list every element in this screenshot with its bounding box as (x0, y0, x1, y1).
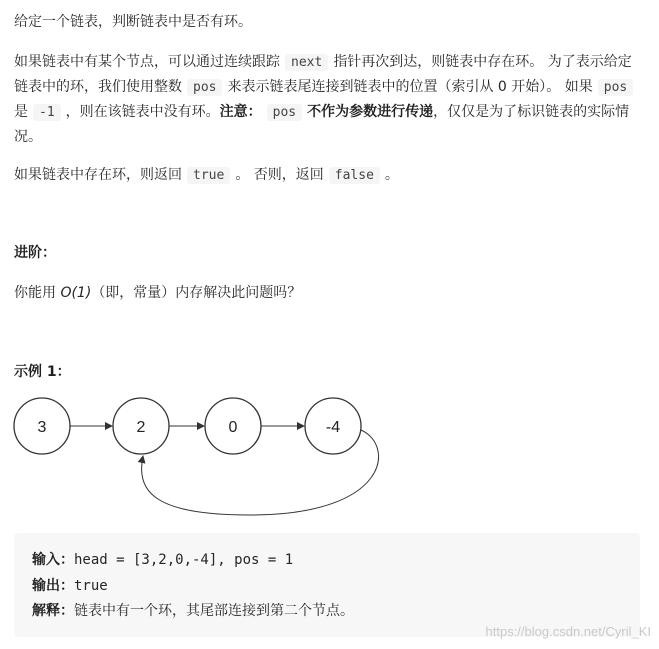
linked-list-diagram (0, 390, 400, 525)
watermark: https://blog.csdn.net/Cyril_KI (485, 624, 651, 639)
code-true: true (187, 167, 230, 184)
complexity: O(1) (60, 285, 92, 301)
code-pos: pos (598, 79, 633, 96)
note-bold-text: 不作为参数进行传递 (307, 104, 434, 120)
node-label: 0 (228, 419, 238, 436)
example-block (14, 533, 640, 637)
code-false: false (329, 167, 380, 184)
advanced-title: 进阶： (14, 245, 56, 261)
example-output: 输出：true (32, 578, 108, 594)
node-label: -4 (325, 419, 341, 436)
code-minus-one: -1 (33, 104, 61, 121)
node-label: 2 (136, 419, 146, 436)
advanced-text: 你能用 O(1)（即，常量）内存解决此问题吗？ (14, 285, 302, 301)
example-input: 输入：head = [3,2,0,-4], pos = 1 (32, 552, 294, 568)
code-pos: pos (187, 79, 222, 96)
example-title: 示例 1： (14, 364, 71, 380)
return-paragraph: 如果链表中存在环，则返回 true 。 否则，返回 false 。 (14, 167, 399, 183)
example-explanation: 解释：链表中有一个环，其尾部连接到第二个节点。 (32, 603, 354, 619)
code-pos: pos (267, 104, 302, 121)
code-next: next (285, 54, 328, 71)
node-label: 3 (37, 419, 47, 436)
note-label: 注意： (219, 104, 262, 120)
intro-text: 给定一个链表，判断链表中是否有环。 (14, 14, 252, 30)
description-paragraph: 如果链表中有某个节点，可以通过连续跟踪 next 指针再次到达，则链表中存在环。 为了表示给定链表中的环，我们使用整数 pos 来表示链表尾连接到链表中的位置（索引从 0 开始）。 如果 pos是 -1 ，则在该链表中没有环。注意： pos 不作为参数进行传递，仅仅是为了标识链表的实际情况。 (14, 54, 632, 145)
